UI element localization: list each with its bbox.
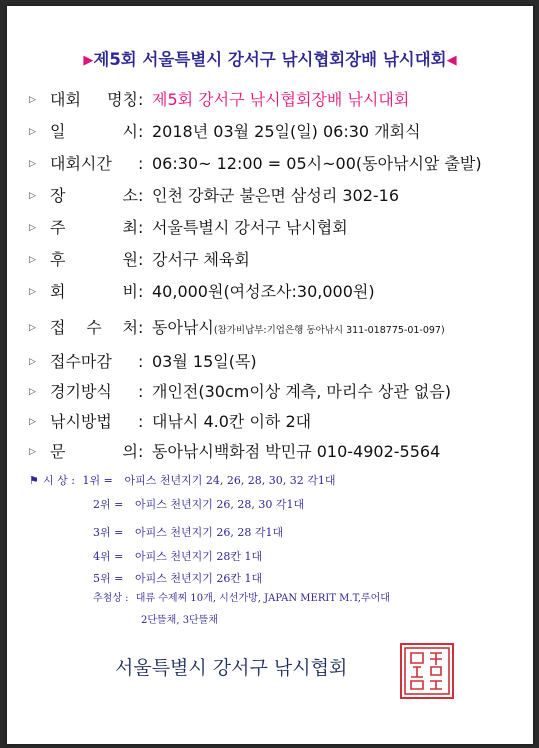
info-value: 인천 강화군 불은면 삼성리 302-16 bbox=[152, 186, 400, 205]
prize-row-2 bbox=[93, 496, 304, 514]
lottery-label: 추첨상 : bbox=[93, 593, 129, 604]
info-row-deadline bbox=[29, 350, 257, 374]
prize-place: 3위 = bbox=[93, 526, 124, 539]
info-label: 문 의 bbox=[50, 442, 138, 461]
info-value: 제5회 강서구 낚시협회장배 낚시대회 bbox=[152, 90, 410, 109]
info-label: 후 원 bbox=[50, 250, 138, 269]
info-value: 대낚시 4.0칸 이하 2대 bbox=[152, 412, 312, 431]
info-value: 동아낚시백화점 박민규 010-4902-5564 bbox=[152, 442, 441, 461]
info-value: 2018년 03월 25일(일) 06:30 개회식 bbox=[152, 122, 421, 141]
triangle-right-icon: ▶ bbox=[83, 53, 94, 68]
prize-desc: 아피스 천년지기 24, 26, 28, 30, 32 각1대 bbox=[124, 474, 336, 487]
bullet-icon: ▷ bbox=[29, 191, 36, 201]
info-row-contact bbox=[29, 440, 440, 464]
info-value: 40,000원(여성조사:30,000원) bbox=[152, 282, 375, 301]
info-row-format bbox=[29, 380, 451, 404]
bullet-icon: ▷ bbox=[29, 255, 36, 265]
colon: : bbox=[138, 412, 144, 431]
colon: : bbox=[138, 154, 144, 173]
prize-row-5 bbox=[93, 570, 262, 588]
info-value: 서울특별시 강서구 낚시협회 bbox=[152, 218, 348, 237]
info-row-name bbox=[29, 88, 409, 112]
info-label: 장 소 bbox=[50, 186, 138, 205]
bullet-icon: ▷ bbox=[29, 159, 36, 169]
seal-icon bbox=[402, 645, 452, 697]
info-row-time bbox=[29, 152, 482, 176]
bullet-icon: ▷ bbox=[29, 357, 36, 367]
colon: : bbox=[138, 218, 144, 237]
bullet-icon: ▷ bbox=[29, 287, 36, 297]
info-note: (참가비납부:기업은행 동아낚시 311-018775-01-097) bbox=[213, 325, 445, 336]
colon: : bbox=[138, 90, 144, 109]
info-value: 동아낚시 bbox=[152, 318, 214, 337]
prize-place: 2위 = bbox=[93, 498, 124, 511]
prize-place: 1위 = bbox=[82, 474, 113, 487]
colon: : bbox=[138, 186, 144, 205]
info-label: 대회시간 bbox=[50, 154, 112, 173]
red-seal-stamp bbox=[400, 643, 454, 699]
organizer-signature: 서울특별시 강서구 낚시협회 bbox=[115, 657, 348, 679]
bullet-icon: ▷ bbox=[29, 417, 36, 427]
colon: : bbox=[138, 352, 144, 371]
document-page bbox=[7, 6, 533, 744]
lottery-desc: 대류 수제찌 10개, 시선가방, JAPAN MERIT M.T,루어대 bbox=[135, 593, 390, 604]
prize-place: 5위 = bbox=[93, 572, 124, 585]
prize-row-4 bbox=[93, 548, 262, 566]
info-label: 주 최 bbox=[50, 218, 138, 237]
bullet-icon: ▷ bbox=[29, 447, 36, 457]
info-label: 회 비 bbox=[50, 282, 138, 301]
lottery-desc-2: 2단뜰채, 3단뜰채 bbox=[141, 615, 219, 626]
bullet-icon: ▷ bbox=[29, 323, 36, 333]
info-label: 접 수 처 bbox=[50, 318, 138, 337]
info-label: 대회 명칭 bbox=[50, 90, 138, 109]
prize-heading: 시 상 : bbox=[43, 474, 75, 487]
info-label: 경기방식 bbox=[50, 382, 112, 401]
info-row-host bbox=[29, 216, 348, 240]
bullet-icon: ▷ bbox=[29, 127, 36, 137]
prize-row-lottery bbox=[93, 590, 390, 608]
info-row-sponsor bbox=[29, 248, 250, 272]
colon: : bbox=[138, 122, 144, 141]
prize-row-lottery-2 bbox=[141, 612, 218, 630]
prize-desc: 아피스 천년지기 26, 28 각1대 bbox=[135, 526, 284, 539]
title-text: 제5회 서울특별시 강서구 낚시협회장배 낚시대회 bbox=[93, 50, 447, 69]
prize-desc: 아피스 천년지기 26칸 1대 bbox=[135, 572, 263, 585]
bullet-icon: ▷ bbox=[29, 95, 36, 105]
info-value: 강서구 체육회 bbox=[152, 250, 250, 269]
prize-row-1 bbox=[29, 472, 336, 490]
colon: : bbox=[138, 250, 144, 269]
bullet-icon: ▷ bbox=[29, 387, 36, 397]
prize-desc: 아피스 천년지기 26, 28, 30 각1대 bbox=[135, 498, 305, 511]
document-title bbox=[7, 46, 533, 70]
info-row-place bbox=[29, 184, 399, 208]
prize-row-3 bbox=[93, 524, 283, 542]
colon: : bbox=[138, 282, 144, 301]
colon: : bbox=[138, 318, 144, 337]
info-row-date bbox=[29, 120, 421, 144]
bullet-icon: ▷ bbox=[29, 223, 36, 233]
info-value: 03월 15일(목) bbox=[152, 352, 257, 371]
info-label: 접수마감 bbox=[50, 352, 112, 371]
triangle-left-icon: ◀ bbox=[446, 53, 457, 68]
info-row-registration bbox=[29, 316, 445, 340]
info-label: 낚시방법 bbox=[50, 412, 112, 431]
info-row-method bbox=[29, 410, 311, 434]
info-row-fee bbox=[29, 280, 375, 304]
info-value: 06:30~ 12:00 = 05시~00(동아낚시앞 출발) bbox=[152, 154, 482, 173]
info-value: 개인전(30cm이상 계측, 마리수 상관 없음) bbox=[152, 382, 452, 401]
prize-place: 4위 = bbox=[93, 550, 124, 563]
colon: : bbox=[138, 382, 144, 401]
colon: : bbox=[138, 442, 144, 461]
prize-desc: 아피스 천년지기 28칸 1대 bbox=[135, 550, 263, 563]
flag-icon: ⚑ bbox=[29, 474, 39, 487]
info-label: 일 시 bbox=[50, 122, 138, 141]
